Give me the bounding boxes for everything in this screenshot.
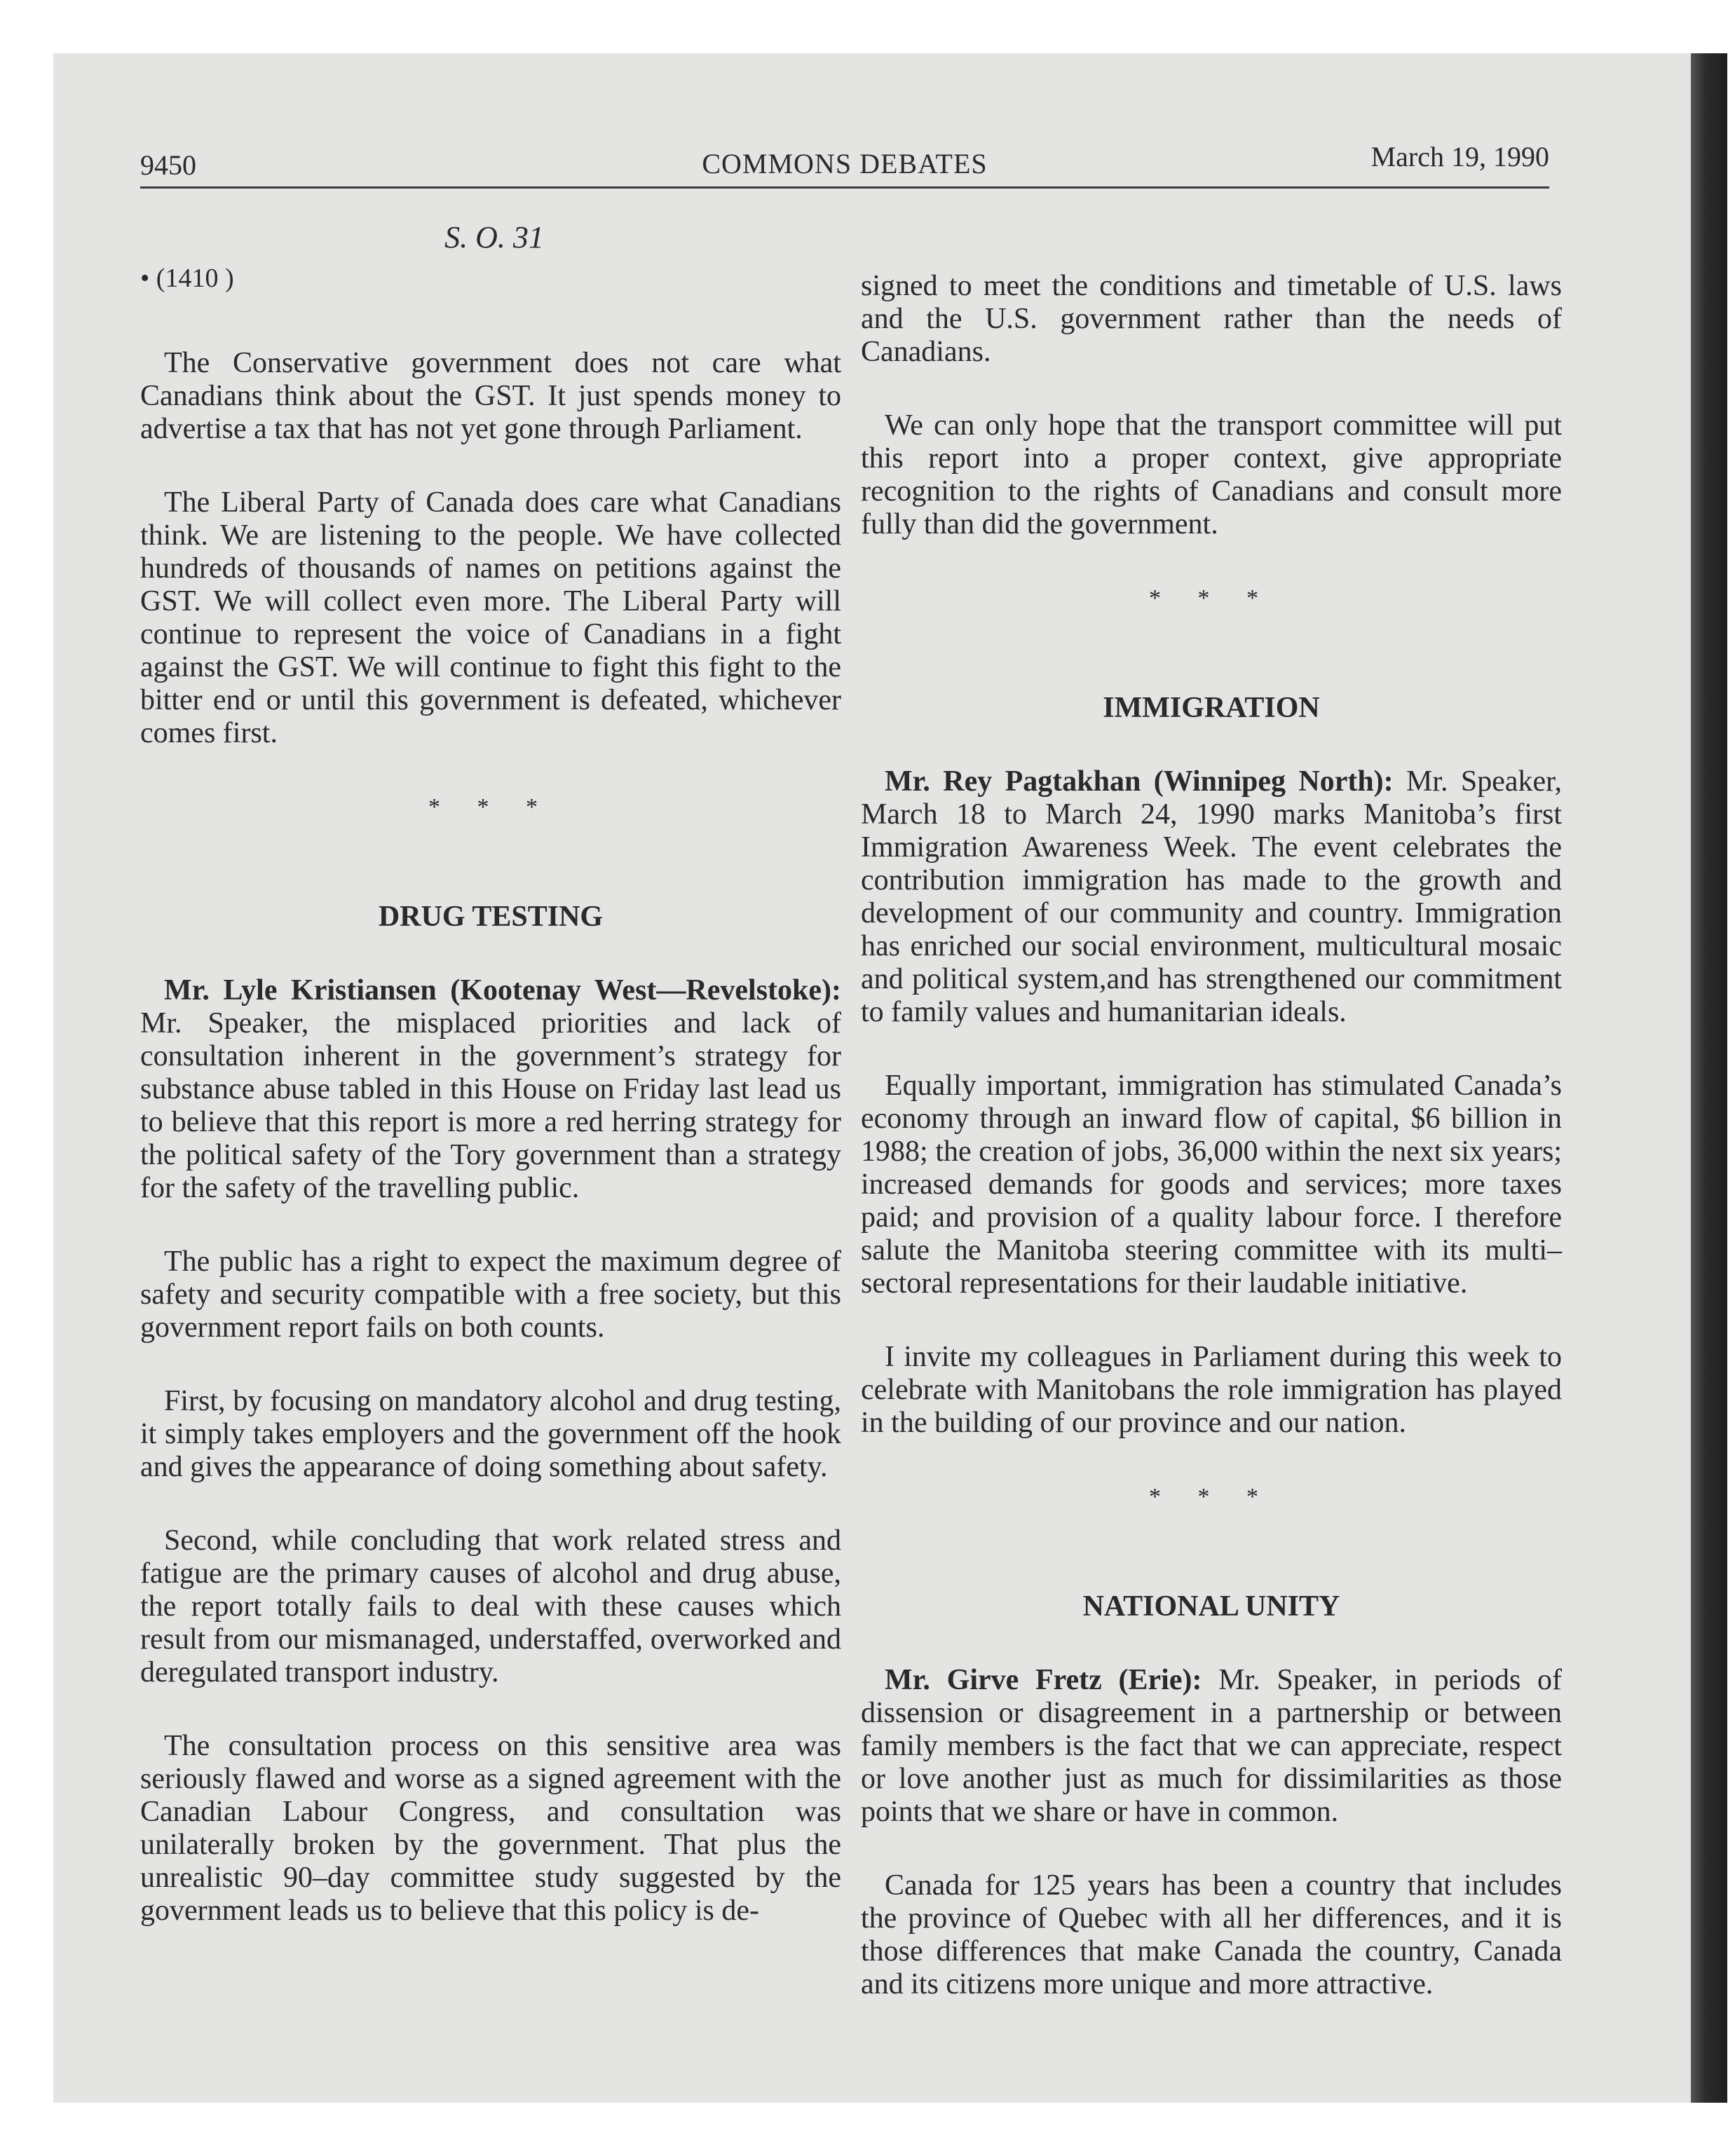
paragraph: Equally important, immigration has stimulated Canada’s economy through an inward flow of capital, $6 billion in 1988; the creation of jobs, 36,000 within the next six years; increased demands for goods and services; more taxes paid; and provision of a quality labour force. I therefore salute the Manitoba steering committee with its multi–sectoral representations for their laudable initiative. <box>861 1070 1562 1299</box>
page-header <box>140 140 1549 189</box>
paragraph: The Conservative government does not care what Canadians think about the GST. It just spends money to advertise a tax that has not yet gone through Parliament. <box>140 347 841 445</box>
standing-order-label: S. O. 31 <box>444 220 544 254</box>
paragraph: First, by focusing on mandatory alcohol and drug testing, it simply takes employers and the government off the hook and gives the appearance of doing something about safety. <box>140 1385 841 1483</box>
page-number: 9450 <box>140 149 196 181</box>
publication-title: COMMONS DEBATES <box>702 148 988 179</box>
paragraph: Canada for 125 years has been a country that includes the province of Quebec with all her differences, and it is those differences that make Canada the country, Canada and its citizens more unique and more attractive. <box>861 1869 1562 2000</box>
right-column <box>861 270 1562 2042</box>
section-separator: * * * <box>428 794 553 820</box>
section-heading: DRUG TESTING <box>378 901 604 933</box>
left-column <box>140 221 841 1968</box>
paragraph: The Liberal Party of Canada does care what Canadians think. We are listening to the people. We have collected hundreds of thousands of names on petitions against the GST. We will collect even more. The Liberal Party will continue to represent the voice of Canadians in a fight against the GST. We will continue to fight this fight to the bitter end or until this government is defeated, whichever comes first. <box>140 486 841 749</box>
scan-edge-shadow <box>1691 53 1727 2103</box>
paragraph <box>861 1664 1562 1829</box>
speech-text: Mr. Speaker, in periods of dissension or disagreement in a partnership or between family members is the fact that we can appreciate, respect or love another just as much for dissimilarities as those points that we share or have in common. <box>861 1664 1562 1828</box>
speaker-name: Mr. Rey Pagtakhan (Winnipeg North): <box>885 765 1394 798</box>
publication-date: March 19, 1990 <box>1370 141 1549 172</box>
speech-text: Mr. Speaker, March 18 to March 24, 1990 marks Manitoba’s first Immigration Awareness Week. The event celebrates the contribution immigration has made to the growth and development of our community and country. Immigration has enriched our social environment, multicultural mosaic and political system,and has strengthened our commitment to family values and humanitarian ideals. <box>861 765 1562 1028</box>
speaker-name: Mr. Girve Fretz (Erie): <box>885 1664 1202 1696</box>
speech-text: Mr. Speaker, the misplaced priorities and lack of consultation inherent in the government’s strategy for substance abuse tabled in this House on Friday last lead us to believe that this report is more a red herring strategy for the political safety of the Tory government than a strategy for the safety of the travelling public. <box>140 1007 841 1204</box>
paragraph: The public has a right to expect the maximum degree of safety and security compatible with a free society, but this government report fails on both counts. <box>140 1246 841 1344</box>
speaker-name: Mr. Lyle Kristiansen (Kootenay West—Revelstoke): <box>164 974 841 1007</box>
section-separator: * * * <box>1149 1484 1274 1510</box>
paragraph: I invite my colleagues in Parliament during this week to celebrate with Manitobans the role immigration has played in the building of our province and our nation. <box>861 1341 1562 1439</box>
time-marker: • (1410 ) <box>140 264 234 293</box>
paragraph: signed to meet the conditions and timetable of U.S. laws and the U.S. government rather than the needs of Canadians. <box>861 270 1562 368</box>
paragraph <box>861 765 1562 1029</box>
paragraph: We can only hope that the transport committee will put this report into a proper context, give appropriate recognition to the rights of Canadians and consult more fully than did the government. <box>861 409 1562 540</box>
section-heading: NATIONAL UNITY <box>1082 1590 1340 1623</box>
paragraph <box>140 974 841 1205</box>
section-separator: * * * <box>1149 585 1274 611</box>
paragraph: Second, while concluding that work related stress and fatigue are the primary causes of alcohol and drug abuse, the report totally fails to deal with these causes which result from our mismanaged, understaffed, overworked and deregulated transport industry. <box>140 1524 841 1688</box>
section-heading: IMMIGRATION <box>1103 692 1320 724</box>
paragraph: The consultation process on this sensitive area was seriously flawed and worse as a signed agreement with the Canadian Labour Congress, and consultation was unilaterally broken by the government. That plus the unrealistic 90–day committee study suggested by the government leads us to believe that this policy is de- <box>140 1730 841 1927</box>
